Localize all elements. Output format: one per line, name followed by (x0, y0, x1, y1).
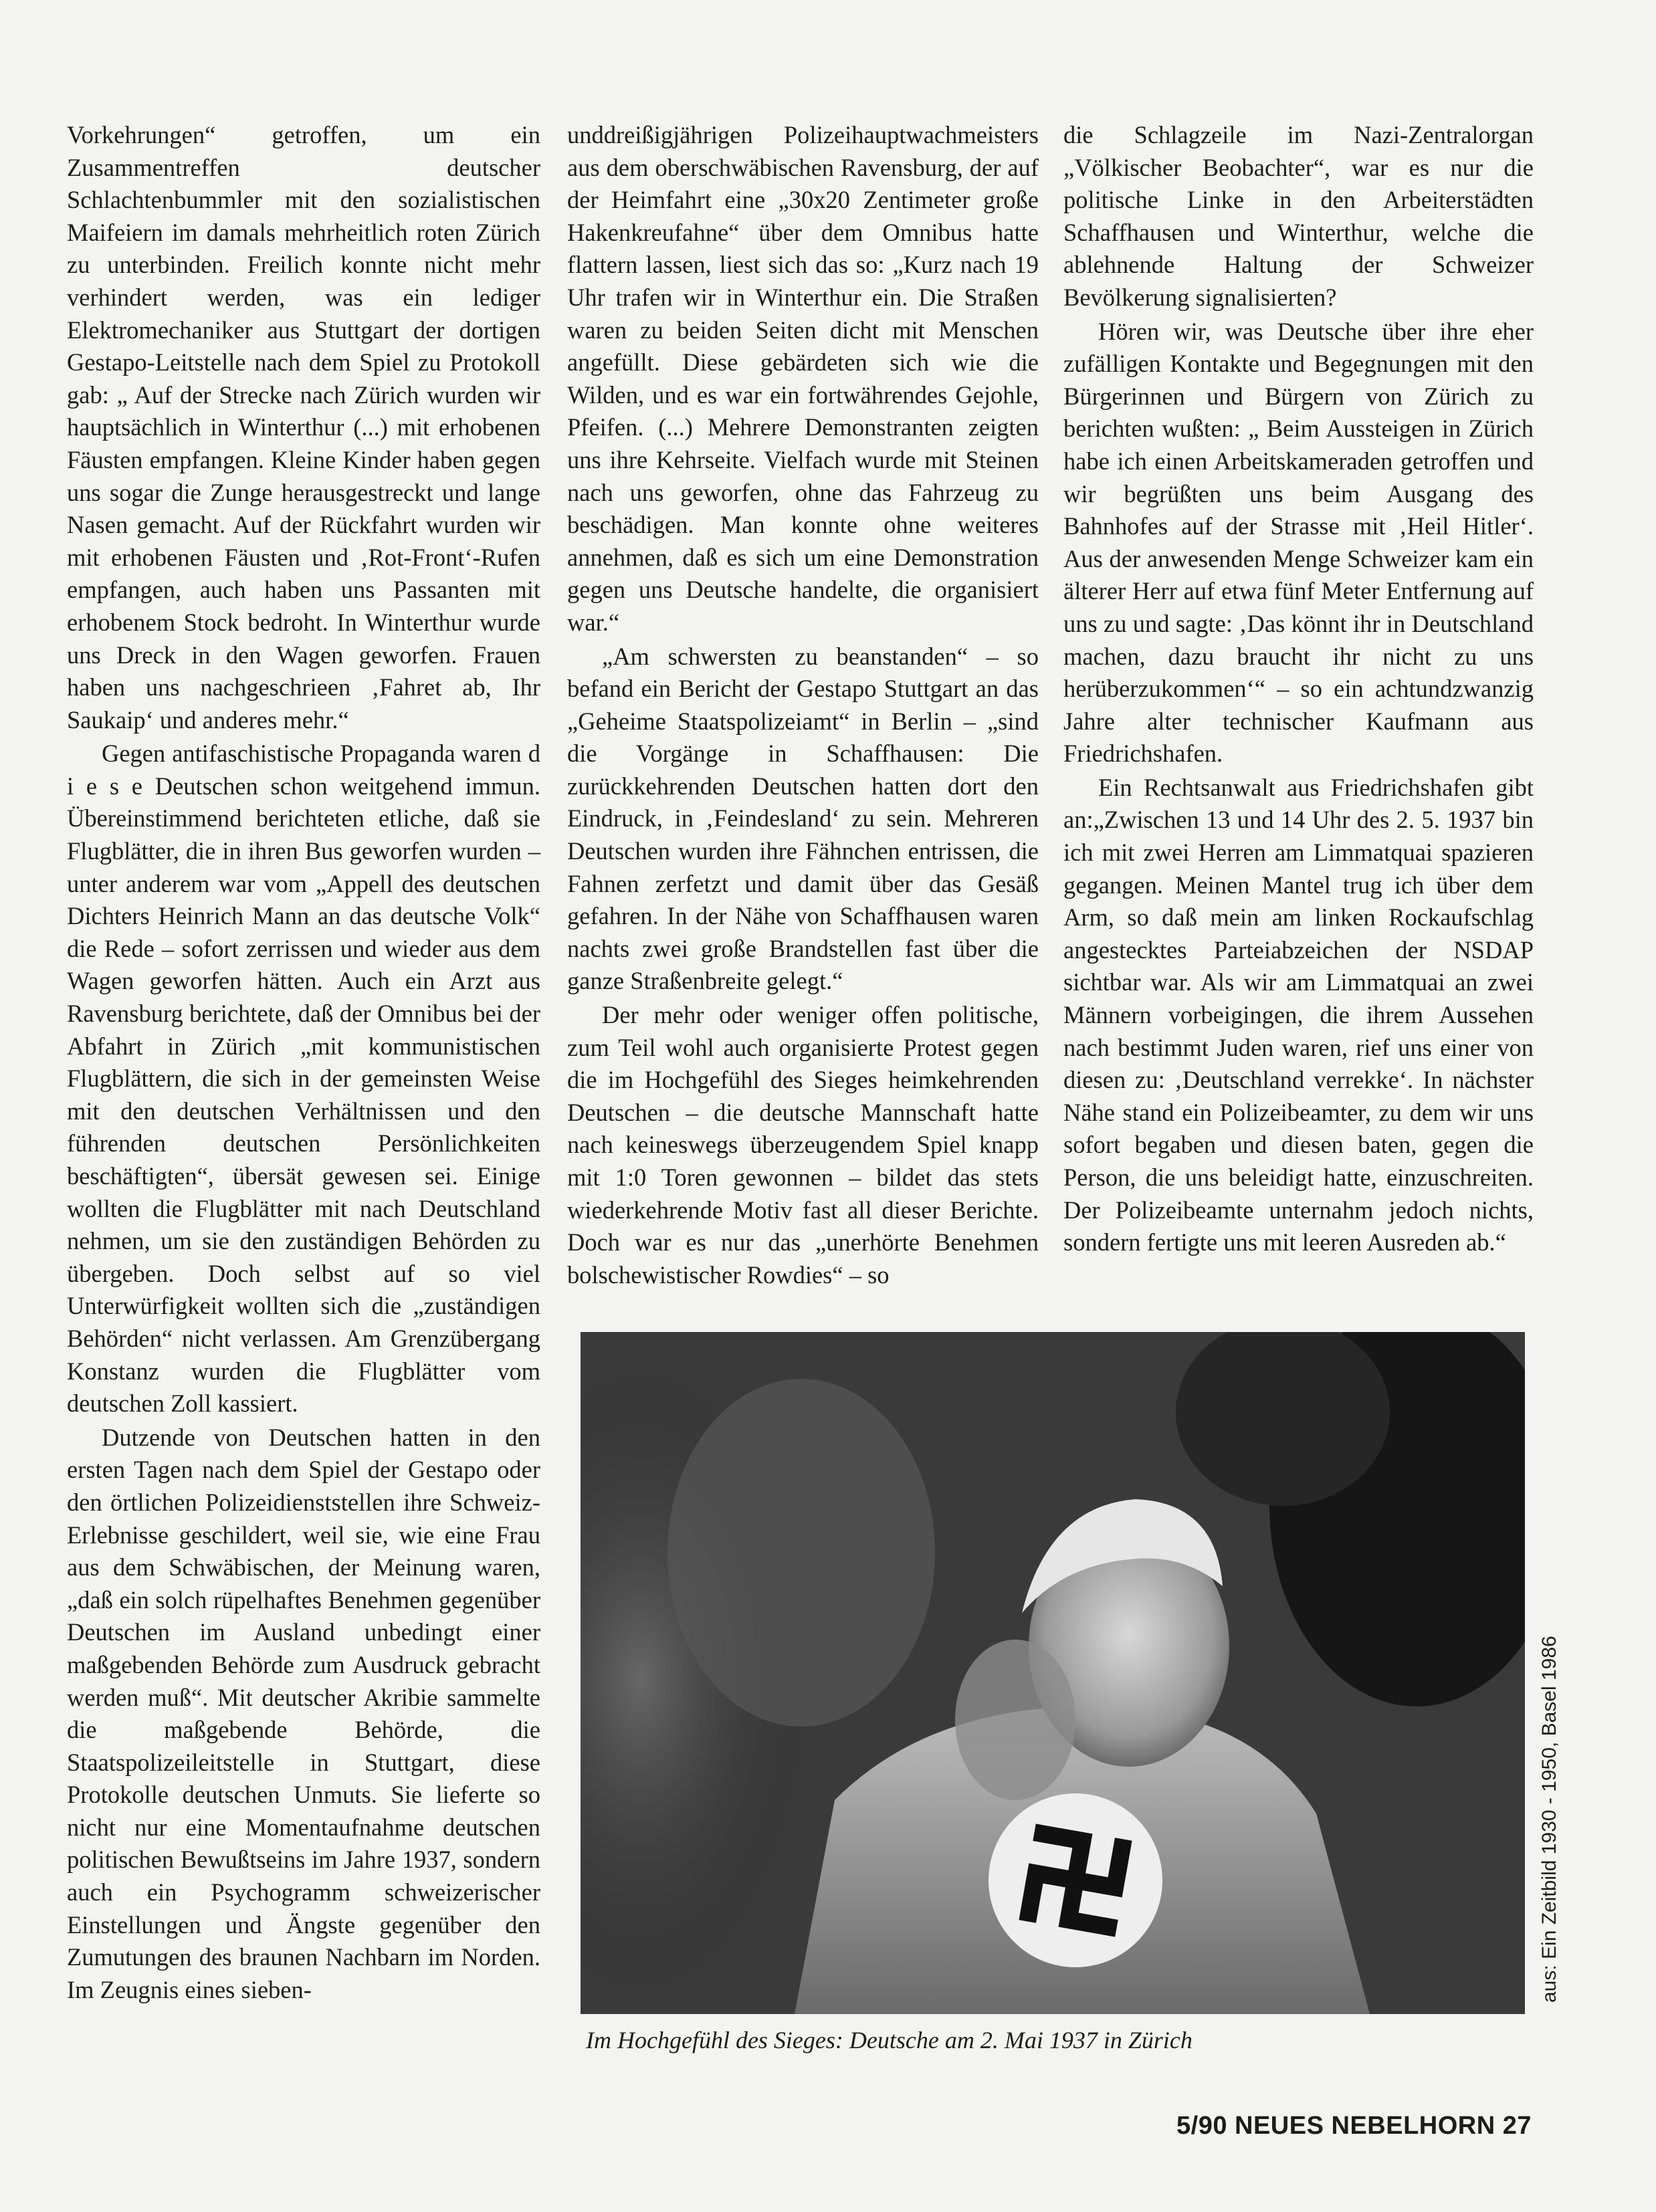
article-column-3 (1063, 119, 1534, 1259)
paragraph: Hören wir, was Deutsche über ihre eher zufälligen Kontakte und Begegnungen mit den Bürgerinnen und Bürgern von Zürich zu berichten wußten: „ Beim Aussteigen in Zürich habe ich einen Arbeitskameraden getroffen und wir begrüßten uns beim Ausgang des Bahnhofes auf der Strasse mit ‚Heil Hitler‘. Aus der anwesenden Menge Schweizer kam ein älterer Herr auf etwa fünf Meter Entfernung auf uns zu und sagte: ‚Das könnt ihr in Deutschland machen, dazu braucht ihr nicht zu uns herüberzukommen‘“ – so ein achtundzwanzig Jahre alter technischer Kaufmann aus Friedrichshafen. (1063, 317, 1534, 768)
paragraph: Ein Rechtsanwalt aus Friedrichshafen gibt an:„Zwischen 13 und 14 Uhr des 2. 5. 1937 bin ich mit zwei Herren am Limmatquai spazieren gegangen. Meinen Mantel trug ich über dem Arm, so daß mein am linken Rockaufschlag angestecktes Parteiabzeichen der NSDAP sichtbar war. Als wir am Limmatquai an zwei Männern vorbeigingen, die ihrem Aussehen nach bestimmt Juden waren, rief uns einer von diesen zu: ‚Deutschland verrekke‘. In nächster Nähe stand ein Polizeibeamter, zu dem wir uns sofort begaben und diesen baten, gegen die Person, die uns beleidigt hatte, einzuschreiten. Der Polizeibeamte unternahm jedoch nichts, sondern fertigte uns mit leeren Ausreden ab.“ (1063, 773, 1534, 1256)
paragraph: Der mehr oder weniger offen politische, zum Teil wohl auch organisierte Protest gegen die im Hochgefühl des Sieges heimkehrenden Deutschen – die deutsche Mannschaft hatte nach keineswegs überzeugendem Spiel knapp mit 1:0 Toren gewonnen – bildet das stets wiederkehrende Motiv fast all dieser Berichte. Doch war es nur das „unerhörte Benehmen bolschewistischer Rowdies“ – so (567, 1001, 1039, 1289)
paragraph: Vorkehrungen“ getroffen, um ein Zusammentreffen deutscher Schlachtenbummler mit den sozialistischen Maifeiern im damals mehrheitlich roten Zürich zu unterbinden. Freilich konnte nicht mehr verhindert werden, was ein lediger Elektromechaniker aus Stuttgart der dortigen Gestapo-Leitstelle nach dem Spiel zu Protokoll gab: „ Auf der Strecke nach Zürich wurden wir hauptsächlich in Winterthur (...) mit erhobenen Fäusten empfangen. Kleine Kinder haben gegen uns sogar die Zunge herausgestreckt und lange Nasen gemacht. Auf der Rückfahrt wurden wir mit erhobenen Fäusten und ‚Rot-Front‘-Rufen empfangen, auch haben uns Passanten mit erhobenem Stock bedroht. In Winterthur wurde uns Dreck in den Wagen geworfen. Frauen haben uns nachgeschrieen ‚Fahret ab, Ihr Saukaip‘ und anderes mehr.“ (67, 121, 540, 734)
photo-illustration (581, 1332, 1525, 2014)
paragraph: Gegen antifaschistische Propaganda waren d i e s e Deutschen schon weitgehend immun. Übereinstimmend berichteten etliche, daß sie Flugblätter, die in ihren Bus geworfen wurden – unter anderem war vom „Appell des deutschen Dichters Heinrich Mann an das deutsche Volk“ die Rede – sofort zerrissen und wieder aus dem Wagen geworfen hätten. Auch ein Arzt aus Ravensburg berichtete, daß der Omnibus bei der Abfahrt in Zürich „mit kommunistischen Flugblättern, die sich in der gemeinsten Weise mit den deutschen Verhältnissen und den führenden deutschen Persönlichkeiten beschäftigten“, übersät gewesen sei. Einige wollten die Flugblätter mit nach Deutschland nehmen, um sie den zuständigen Behörden zu übergeben. Doch selbst auf so viel Unterwürfigkeit wollten sich die „zuständigen Behörden“ nicht verlassen. Am Grenzübergang Konstanz wurden die Flugblätter vom deutschen Zoll kassiert. (67, 740, 540, 1418)
historical-photo (581, 1332, 1525, 2014)
photo-credit: aus: Ein Zeitbild 1930 - 1950, Basel 1986 (1538, 1636, 1560, 2003)
paragraph: Dutzende von Deutschen hatten in den ersten Tagen nach dem Spiel der Gestapo oder den örtlichen Polizeidienststellen ihre Schweiz-Erlebnisse geschildert, weil sie, wie eine Frau aus dem Schwäbischen, der Meinung waren, „daß ein solch rüpelhaftes Benehmen gegenüber Deutschen im Ausland unbedingt einer maßgebenden Behörde zum Ausdruck gebracht werden muß“. Mit deutscher Akribie sammelte die maßgebende Behörde, die Staatspolizeileitstelle in Stuttgart, diese Protokolle deutschen Unmuts. Sie lieferte so nicht nur eine Momentaufnahme deutschen politischen Bewußtseins im Jahre 1937, sondern auch ein Psychogramm schweizerischer Einstellungen und Ängste gegenüber den Zumutungen des braunen Nachbarn im Norden. Im Zeugnis eines sieben- (67, 1423, 540, 2003)
article-column-2 (567, 119, 1039, 1291)
paragraph: „Am schwersten zu beanstanden“ – so befand ein Bericht der Gestapo Stuttgart an das „Geheime Staatspolizeiamt“ in Berlin – „sind die Vorgänge in Schaffhausen: Die zurückkehrenden Deutschen hatten dort den Eindruck, in ‚Feindesland‘ zu sein. Mehreren Deutschen wurden ihre Fähnchen entrissen, die Fahnen zerfetzt und damit über das Gesäß gefahren. In der Nähe von Schaffhausen waren nachts zwei große Brandstellen fast über die ganze Straßenbreite gelegt.“ (567, 642, 1039, 995)
paragraph: die Schlagzeile im Nazi-Zentralorgan „Völkischer Beobachter“, war es nur die politische Linke in den Arbeiterstädten Schaffhausen und Winterthur, welche die ablehnende Haltung der Schweizer Bevölkerung signalisierten? (1063, 121, 1534, 311)
article-column-1 (67, 119, 540, 2006)
photo-caption: Im Hochgefühl des Sieges: Deutsche am 2. Mai 1937 in Zürich (586, 2027, 1193, 2054)
paragraph: unddreißigjährigen Polizeihauptwachmeisters aus dem oberschwäbischen Ravensburg, der auf der Heimfahrt eine „30x20 Zentimeter große Hakenkreufahne“ über dem Omnibus hatte flattern lassen, liest sich das so: „Kurz nach 19 Uhr trafen wir in Winterthur ein. Die Straßen waren zu beiden Seiten dicht mit Menschen angefüllt. Diese gebärdeten sich wie die Wilden, und es war ein fortwährendes Gejohle, Pfeifen. (...) Mehrere Demonstranten zeigten uns ihre Kehrseite. Vielfach wurde mit Steinen nach uns geworfen, ohne das Fahrzeug zu beschädigen. Man konnte ohne weiteres annehmen, daß es sich um eine Demonstration gegen uns Deutsche handelte, die organisiert war.“ (567, 121, 1039, 636)
page-footer: 5/90 NEUES NEBELHORN 27 (1176, 2112, 1532, 2140)
